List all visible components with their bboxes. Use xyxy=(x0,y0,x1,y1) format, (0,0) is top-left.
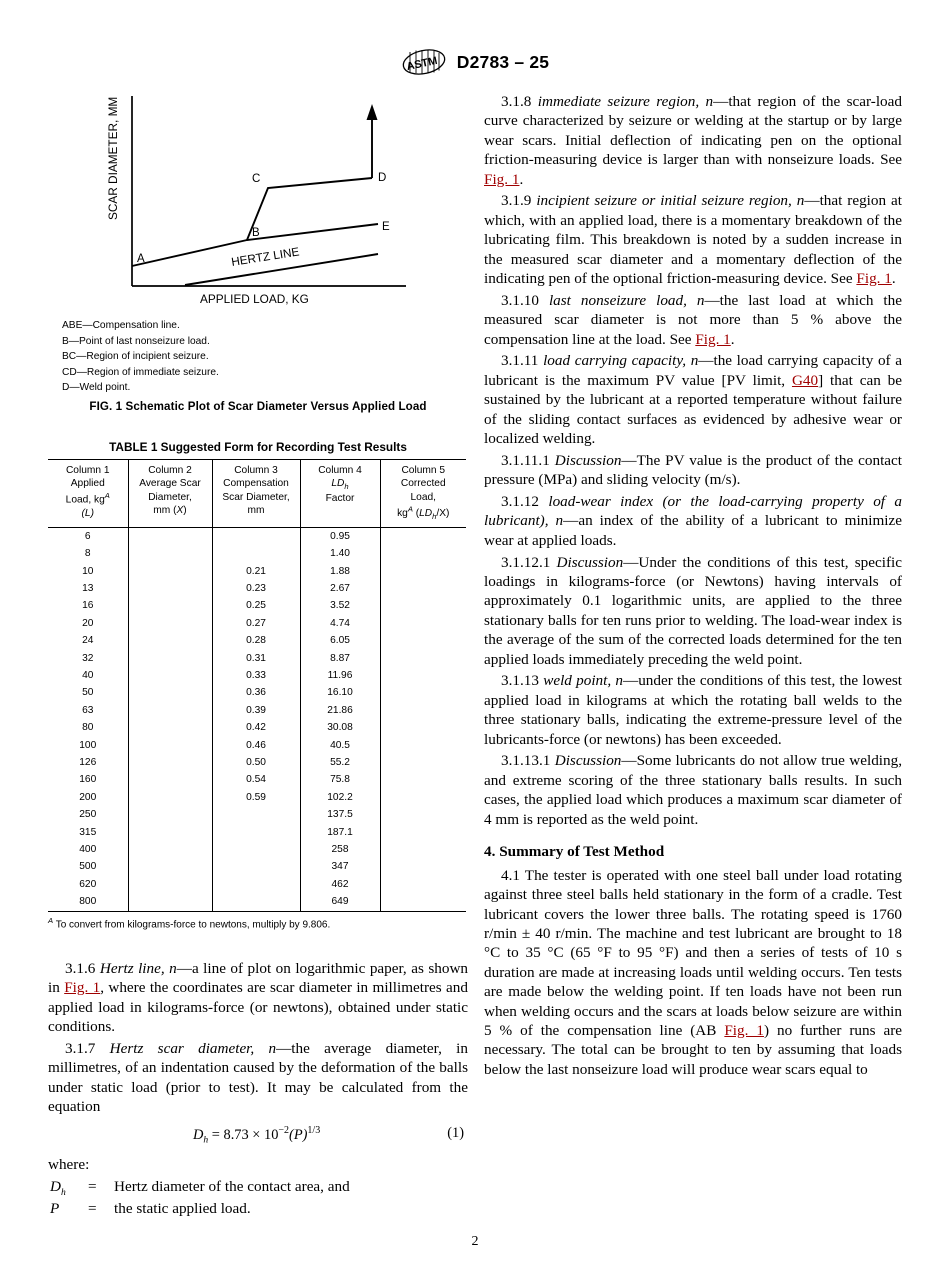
figure-caption: FIG. 1 Schematic Plot of Scar Diameter Versus Applied Load xyxy=(89,399,427,413)
y-axis-label: SCAR DIAMETER, MM xyxy=(106,96,120,220)
seizure-curve-bcd xyxy=(247,178,372,240)
table-row xyxy=(48,893,466,911)
cell-ldh-factor: 462 xyxy=(300,876,380,893)
cell-ldh-factor: 8.87 xyxy=(300,650,380,667)
cell-avg-scar-diameter xyxy=(128,615,212,632)
paragraph-3-1-7 xyxy=(48,1039,468,1117)
paragraph-3-1-13 xyxy=(484,671,902,749)
defined-term: incipient seizure or initial seizure region, n xyxy=(536,192,805,210)
figure-label-e: E xyxy=(382,221,390,233)
paragraph-text: —that region of the scar-load curve characterized by seizure or welding at the startup or by large wear scars. Initial deflection of indicating pen on the optional friction-measuring device is larger than with nonseizure loads. See xyxy=(484,93,902,169)
defined-term: Discussion xyxy=(554,451,622,469)
cell-corrected-load xyxy=(380,876,466,893)
cell-applied-load: 80 xyxy=(82,722,94,734)
cell-applied-load: 126 xyxy=(79,756,97,768)
table-row xyxy=(48,615,466,632)
table-1-title: TABLE 1 Suggested Form for Recording Test Results xyxy=(109,439,407,454)
cell-compensation-scar-diameter xyxy=(212,545,300,562)
cell-compensation-scar-diameter xyxy=(212,841,300,858)
cell-ldh-factor: 2.67 xyxy=(300,580,380,597)
cell-corrected-load xyxy=(380,615,466,632)
col-header-avg-scar-diameter xyxy=(128,459,212,527)
cell-applied-load: 620 xyxy=(79,878,97,890)
paragraph-3-1-12 xyxy=(484,492,902,550)
cell-applied-load: 6 xyxy=(84,530,91,542)
table-row xyxy=(48,737,466,754)
defined-term: Discussion xyxy=(554,752,622,770)
col-header-compensation-scar-diameter xyxy=(212,459,300,527)
cell-avg-scar-diameter xyxy=(128,527,212,545)
cell-applied-load: 250 xyxy=(79,809,97,821)
cell-applied-load: 63 xyxy=(82,704,94,716)
cell-corrected-load xyxy=(380,580,466,597)
symbol-base: P xyxy=(50,1200,60,1218)
defined-term: Discussion xyxy=(556,553,624,571)
figure-cross-reference[interactable]: Fig. 1 xyxy=(724,1021,764,1039)
figure-cross-reference[interactable]: Fig. 1 xyxy=(695,330,731,348)
col-header-line: Column 2 xyxy=(148,464,192,476)
figure-legend-item: ABE—Compensation line. xyxy=(62,320,180,331)
paragraph-text: . xyxy=(519,170,524,188)
cell-ldh-factor: 0.95 xyxy=(300,527,380,545)
paragraph-3-1-11 xyxy=(484,351,902,448)
clause-number: 3.1.13 xyxy=(501,672,539,690)
document-header xyxy=(0,48,950,76)
cell-corrected-load xyxy=(380,771,466,788)
astm-logo-icon xyxy=(401,48,447,76)
cell-corrected-load xyxy=(380,893,466,911)
table-1-head xyxy=(48,459,466,527)
cell-corrected-load xyxy=(380,632,466,649)
cell-corrected-load xyxy=(380,824,466,841)
cell-applied-load: 200 xyxy=(79,791,97,803)
cell-compensation-scar-diameter xyxy=(212,876,300,893)
table-row xyxy=(48,527,466,545)
definition-symbol xyxy=(50,1200,88,1220)
cell-avg-scar-diameter xyxy=(128,667,212,684)
cell-corrected-load xyxy=(380,754,466,771)
cell-ldh-factor: 137.5 xyxy=(300,806,380,823)
section-4-heading: 4. Summary of Test Method xyxy=(484,842,665,860)
document-designation: D2783 – 25 xyxy=(456,51,550,72)
cell-compensation-scar-diameter: 0.27 xyxy=(212,615,300,632)
table-row xyxy=(48,563,466,580)
definition-text: Hertz diameter of the contact area, and xyxy=(114,1178,350,1196)
cell-ldh-factor: 258 xyxy=(300,841,380,858)
paragraph-3-1-8 xyxy=(484,92,902,189)
cell-compensation-scar-diameter: 0.59 xyxy=(212,789,300,806)
cell-compensation-scar-diameter xyxy=(212,893,300,911)
figure-legend xyxy=(62,318,468,396)
cell-avg-scar-diameter xyxy=(128,841,212,858)
cell-applied-load: 8 xyxy=(84,548,91,560)
cell-ldh-factor: 3.52 xyxy=(300,597,380,614)
col-header-line: (L) xyxy=(81,507,94,519)
table-row xyxy=(48,632,466,649)
table-row xyxy=(48,545,466,562)
cell-ldh-factor: 347 xyxy=(300,858,380,875)
cell-applied-load: 315 xyxy=(79,826,97,838)
cell-corrected-load xyxy=(380,684,466,701)
paragraph-text: ) no further runs are necessary. The total can be brought to ten by assuming that loads below the last nonseizure load will produce wear scars equal to xyxy=(484,1021,903,1078)
cell-avg-scar-diameter xyxy=(128,876,212,893)
cell-compensation-scar-diameter: 0.25 xyxy=(212,597,300,614)
table-1 xyxy=(48,459,466,912)
definition-row xyxy=(50,1200,350,1220)
figure-label-b: B xyxy=(252,227,260,239)
cell-avg-scar-diameter xyxy=(128,719,212,736)
col-header-line: Compensation xyxy=(223,478,289,490)
cell-ldh-factor: 6.05 xyxy=(300,632,380,649)
cell-corrected-load xyxy=(380,667,466,684)
cell-compensation-scar-diameter: 0.33 xyxy=(212,667,300,684)
paragraph-text: , where the coordinates are scar diameter in millimetres and applied load in kilograms-force (or newtons), obtained under static conditions. xyxy=(48,979,468,1036)
equation-subscript: h xyxy=(203,1135,209,1147)
paragraph-text: —Under the conditions of this test, specific loadings in kilograms-force (or Newtons) having intervals of approximately 0.1 logarithmic units, are applied to the three stationary balls for ten runs prior to welding. The load-wear index is the average of the sum of the corrected loads determined for the ten applied loads immediately preceding the weld point. xyxy=(484,553,902,668)
x-axis-label: APPLIED LOAD, KG xyxy=(200,292,309,306)
cell-applied-load: 500 xyxy=(79,861,97,873)
clause-number: 3.1.11 xyxy=(501,352,539,370)
definition-row xyxy=(50,1178,350,1200)
equation-rhs: = 8.73 × 10 xyxy=(208,1127,279,1144)
col-header-line: mm xyxy=(247,505,265,517)
cell-avg-scar-diameter xyxy=(128,771,212,788)
paragraph-3-1-12-1 xyxy=(484,553,902,669)
cell-applied-load: 20 xyxy=(82,617,94,629)
paragraph-4-1 xyxy=(484,866,902,1079)
cell-ldh-factor: 1.40 xyxy=(300,545,380,562)
svg-text:ASTM: ASTM xyxy=(405,54,439,74)
clause-number: 3.1.7 xyxy=(65,1039,96,1057)
cell-applied-load: 13 xyxy=(82,582,94,594)
col-header-footnote-marker: A xyxy=(104,490,110,500)
cell-avg-scar-diameter xyxy=(128,789,212,806)
col-header-ldh-factor xyxy=(300,459,380,527)
table-1-body xyxy=(48,527,466,911)
col-header-line: Column 5 xyxy=(401,464,446,476)
cell-compensation-scar-diameter: 0.39 xyxy=(212,702,300,719)
cell-applied-load: 100 xyxy=(79,739,97,751)
cell-avg-scar-diameter xyxy=(128,702,212,719)
col-header-line: Factor xyxy=(325,493,355,505)
footnote-marker: A xyxy=(48,915,54,925)
cell-compensation-scar-diameter: 0.36 xyxy=(212,684,300,701)
col-header-line: kg$^A$ $(LD_h/X)$ xyxy=(397,504,450,521)
table-1-footnote xyxy=(48,916,468,932)
paragraph-3-1-9 xyxy=(484,191,902,288)
cell-avg-scar-diameter xyxy=(128,754,212,771)
figure-label-c: C xyxy=(252,173,261,185)
cell-corrected-load xyxy=(380,702,466,719)
footnote-text: To convert from kilograms-force to newtons, multiply by 9.806. xyxy=(55,918,331,930)
cell-ldh-factor: 102.2 xyxy=(300,789,380,806)
col-header-line: Load, xyxy=(410,491,436,503)
clause-number: 3.1.12.1 xyxy=(501,553,551,571)
cell-ldh-factor: 4.74 xyxy=(300,615,380,632)
paragraph-text: . xyxy=(730,330,735,348)
paragraph-text: —Some lubricants do not allow true welding, and extreme scoring of the three stationary balls results. In such cases, the applied load which produces a maximum scar diameter of 4 mm is reported as the weld point. xyxy=(484,752,902,828)
cell-corrected-load xyxy=(380,597,466,614)
cell-avg-scar-diameter xyxy=(128,824,212,841)
cell-avg-scar-diameter xyxy=(128,650,212,667)
where-label: where: xyxy=(48,1156,90,1174)
cell-ldh-factor: 40.5 xyxy=(300,737,380,754)
table-row xyxy=(48,754,466,771)
col-header-line: Applied xyxy=(70,478,105,490)
paragraph-text: —that region at which, with an applied load, there is a momentary breakdown of the lubricating film. This breakdown is noted by a sudden increase in the measured scar diameter and a momentary deflection of the indicating pen of the optional friction-measuring device. See xyxy=(484,192,902,287)
cell-avg-scar-diameter xyxy=(128,597,212,614)
table-row xyxy=(48,876,466,893)
figure-legend-item: B—Point of last nonseizure load. xyxy=(62,335,210,347)
figure-legend-item: CD—Region of immediate seizure. xyxy=(62,366,219,378)
cell-avg-scar-diameter xyxy=(128,563,212,580)
table-row xyxy=(48,597,466,614)
cell-applied-load: 400 xyxy=(79,844,97,856)
figure-cross-reference[interactable]: Fig. 1 xyxy=(856,269,892,287)
col-header-line: Diameter, xyxy=(148,491,192,503)
paragraph-text: —The PV value is the product of the contact pressure (MPa) and sliding velocity (m/s). xyxy=(484,451,902,489)
figure-label-d: D xyxy=(378,172,387,184)
cell-avg-scar-diameter xyxy=(128,545,212,562)
cell-applied-load: 40 xyxy=(82,669,94,681)
clause-number: 3.1.11.1 xyxy=(501,451,550,469)
paragraph-text: —the average diameter, in millimetres, of an indentation caused by the deformation of the balls under static load (prior to test). It may be calculated from the equation xyxy=(48,1039,468,1116)
cell-avg-scar-diameter xyxy=(128,580,212,597)
paragraph-text: —the last load at which the measured scar diameter is not more than 5 % above the compensation line at the load. See xyxy=(484,291,902,348)
defined-term: load carrying capacity, n xyxy=(543,352,699,370)
cell-compensation-scar-diameter xyxy=(212,858,300,875)
defined-term: Hertz scar diameter, n xyxy=(109,1039,277,1057)
paragraph-text: —an index of the ability of a lubricant to minimize wear at applied loads. xyxy=(484,512,902,549)
cell-applied-load: 50 xyxy=(82,687,94,699)
symbol-base: D xyxy=(50,1178,61,1196)
page-number: 2 xyxy=(471,1234,479,1249)
paragraph-text: ] that can be sustained by the lubricant at a reported temperature without failure of the sliding contact surfaces as evidenced by adhesive wear or localized welding. xyxy=(484,371,902,447)
table-row xyxy=(48,858,466,875)
definition-equals: = xyxy=(88,1200,97,1218)
table-row xyxy=(48,789,466,806)
cell-compensation-scar-diameter: 0.21 xyxy=(212,563,300,580)
weld-arrowhead xyxy=(367,104,378,120)
col-header-line: Average Scar xyxy=(139,478,201,490)
symbol-subscript: h xyxy=(60,1187,66,1199)
cell-avg-scar-diameter xyxy=(128,684,212,701)
paragraph-text: The tester is operated with one steel ball under load rotating against three steel balls held stationary in the form of a cradle. Test lubricant covers the lower three balls. The rotating speed is 1760 r/min ± 40 r/min. The machine and test lubricant are brought to 18 °C to 35 °C (65 °F to 95 °F) and then a series of tests of 10 s duration are made at increasing loads until welding occurs. Ten tests are made below the welding point. If ten loads have not been run when welding occurs and the scars at loads below seizure are within 5 % of the compensation line (AB xyxy=(484,866,902,1039)
cell-ldh-factor: 11.96 xyxy=(300,667,380,684)
figure-cross-reference[interactable]: Fig. 1 xyxy=(64,979,101,997)
cell-applied-load: 800 xyxy=(48,893,128,911)
cell-avg-scar-diameter xyxy=(128,737,212,754)
cell-compensation-scar-diameter: 0.31 xyxy=(212,650,300,667)
paragraph-text: —under the conditions of this test, the lowest applied load in kilograms at which the rotating ball welds to the three stationary balls, indicating the extreme-pressure level of the lubricants-force (or newtons) has been exceeded. xyxy=(484,672,903,748)
cell-compensation-scar-diameter: 0.23 xyxy=(212,580,300,597)
cell-corrected-load xyxy=(380,789,466,806)
col-header-corrected-load xyxy=(380,459,466,527)
table-row xyxy=(48,667,466,684)
cell-compensation-scar-diameter xyxy=(212,806,300,823)
equation-exponent: 1/3 xyxy=(307,1125,321,1137)
table-header-row xyxy=(48,459,466,527)
paragraph-3-1-6 xyxy=(48,959,468,1037)
figure-legend-item: D—Weld point. xyxy=(62,382,131,393)
hertz-line-label: HERTZ LINE xyxy=(230,244,301,269)
cell-applied-load: 10 xyxy=(82,565,94,577)
col-header-line: LD xyxy=(331,478,345,490)
table-row xyxy=(48,650,466,667)
equation-expression xyxy=(193,1125,320,1146)
clause-number: 3.1.6 xyxy=(65,959,96,977)
clause-number: 3.1.8 xyxy=(501,93,532,110)
cell-corrected-load xyxy=(380,545,466,562)
table-row xyxy=(48,719,466,736)
cell-ldh-factor: 1.88 xyxy=(300,563,380,580)
left-column xyxy=(48,90,468,1220)
paragraph-3-1-11-1 xyxy=(484,451,902,490)
clause-number: 4.1 xyxy=(501,866,520,884)
defined-term: load-wear index (or the load-carrying property of a lubricant), n xyxy=(484,493,902,530)
cell-compensation-scar-diameter: 0.28 xyxy=(212,632,300,649)
cell-compensation-scar-diameter: 0.46 xyxy=(212,737,300,754)
cell-ldh-factor: 55.2 xyxy=(300,754,380,771)
cell-compensation-scar-diameter: 0.42 xyxy=(212,719,300,736)
cell-compensation-scar-diameter xyxy=(212,527,300,545)
cell-corrected-load xyxy=(380,737,466,754)
cell-compensation-scar-diameter: 0.54 xyxy=(212,771,300,788)
figure-cross-reference[interactable]: Fig. 1 xyxy=(484,170,520,188)
figure-legend-item: BC—Region of incipient seizure. xyxy=(62,351,209,362)
equation-1 xyxy=(48,1125,468,1147)
col-header-line: Scar Diameter, xyxy=(222,491,290,503)
defined-term: weld point, n xyxy=(543,672,624,690)
col-header-subscript: h xyxy=(344,482,349,492)
definition-equals: = xyxy=(88,1178,97,1196)
cell-corrected-load xyxy=(380,527,466,545)
cell-compensation-scar-diameter xyxy=(212,824,300,841)
defined-term: Hertz line, n xyxy=(99,959,177,977)
col-header-line: Column 3 xyxy=(234,464,278,476)
table-row xyxy=(48,702,466,719)
clause-number: 3.1.9 xyxy=(501,192,532,210)
col-header-line: mm (X) xyxy=(153,505,187,517)
cell-corrected-load xyxy=(380,719,466,736)
paragraph-text: —the load carrying capacity of a lubricant is the maximum PV value [PV limit, xyxy=(484,352,902,389)
table-row xyxy=(48,841,466,858)
table-row xyxy=(48,806,466,823)
standard-cross-reference[interactable]: G40 xyxy=(791,371,819,389)
paragraph-text: . xyxy=(891,269,896,287)
paragraph-text: —a line of plot on logarithmic paper, as shown in xyxy=(48,959,469,997)
cell-avg-scar-diameter xyxy=(128,806,212,823)
table-row xyxy=(48,771,466,788)
paragraph-3-1-10 xyxy=(484,291,902,349)
clause-number: 3.1.10 xyxy=(501,291,539,309)
clause-number: 3.1.12 xyxy=(501,493,539,510)
cell-corrected-load xyxy=(380,806,466,823)
defined-term: immediate seizure region, n xyxy=(537,93,714,110)
cell-applied-load: 160 xyxy=(79,774,97,786)
cell-corrected-load xyxy=(380,841,466,858)
clause-number: 3.1.13.1 xyxy=(501,752,551,770)
cell-avg-scar-diameter xyxy=(128,632,212,649)
col-header-line: Column 1 xyxy=(65,464,110,476)
table-row xyxy=(48,580,466,597)
paragraph-3-1-13-1 xyxy=(484,751,902,829)
cell-avg-scar-diameter xyxy=(128,893,212,911)
symbol-definition-list xyxy=(50,1178,350,1219)
equation-exponent: −2 xyxy=(278,1125,290,1137)
figure-1-plot xyxy=(100,90,410,312)
col-header-line: Corrected xyxy=(400,478,446,490)
cell-ldh-factor: 21.86 xyxy=(300,702,380,719)
equation-rhs2: (P) xyxy=(289,1127,308,1144)
cell-ldh-factor: 30.08 xyxy=(300,719,380,736)
definition-text: the static applied load. xyxy=(114,1200,251,1218)
cell-corrected-load xyxy=(380,858,466,875)
defined-term: last nonseizure load, n xyxy=(548,291,705,309)
cell-avg-scar-diameter xyxy=(128,858,212,875)
equation-symbol: D xyxy=(193,1127,204,1144)
cell-applied-load: 16 xyxy=(82,600,94,612)
col-header-line: Load, kg xyxy=(65,494,105,506)
cell-compensation-scar-diameter: 0.50 xyxy=(212,754,300,771)
table-row xyxy=(48,684,466,701)
col-header-line: Column 4 xyxy=(318,464,362,476)
cell-corrected-load xyxy=(380,563,466,580)
table-row xyxy=(48,824,466,841)
cell-ldh-factor: 187.1 xyxy=(300,824,380,841)
definition-symbol xyxy=(50,1178,88,1200)
right-column xyxy=(484,92,902,1079)
equation-number: (1) xyxy=(447,1125,464,1142)
cell-corrected-load xyxy=(380,650,466,667)
cell-ldh-factor: 75.8 xyxy=(300,771,380,788)
cell-ldh-factor: 649 xyxy=(300,893,380,911)
cell-ldh-factor: 16.10 xyxy=(300,684,380,701)
cell-applied-load: 24 xyxy=(82,635,94,647)
col-header-applied-load xyxy=(48,459,128,527)
table-1-wrapper xyxy=(48,459,468,912)
figure-1 xyxy=(48,90,468,413)
cell-applied-load: 32 xyxy=(82,652,94,664)
figure-label-a: A xyxy=(137,253,145,265)
